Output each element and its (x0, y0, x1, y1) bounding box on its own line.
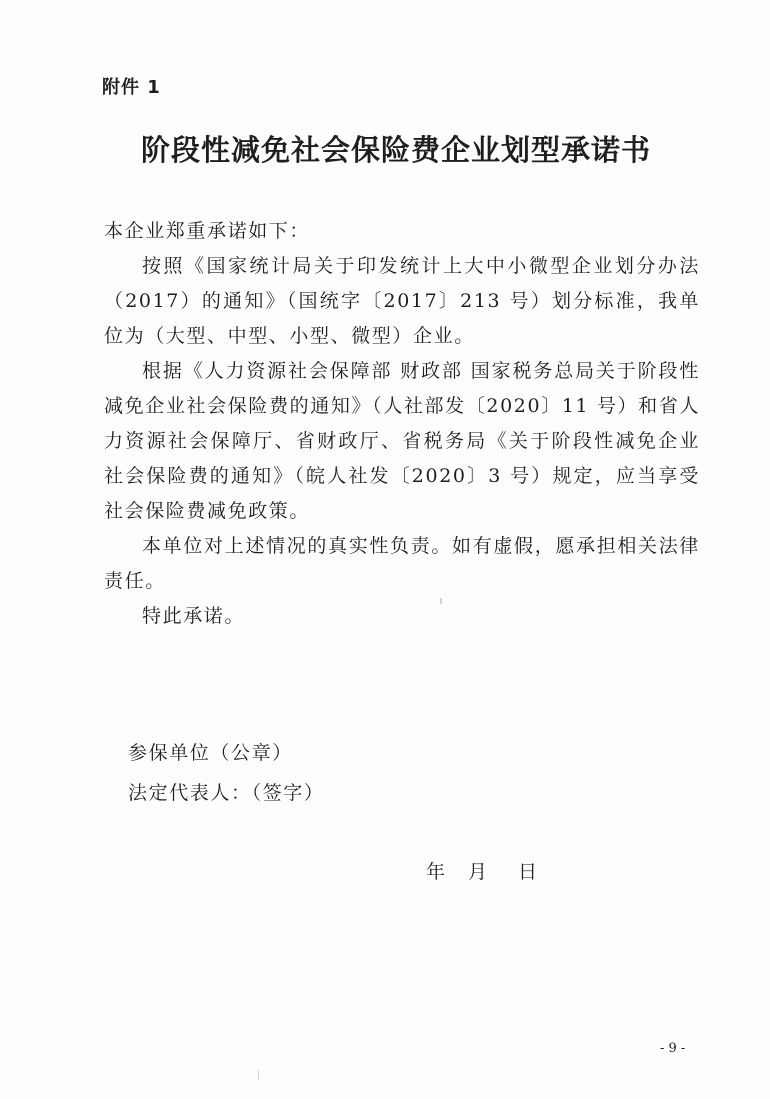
paragraph-classification: 按照《国家统计局关于印发统计上大中小微型企业划分办法（2017）的通知》（国统字〔2017〕213 号）划分标准，我单位为（大型、中型、小型、微型）企业。 (104, 255, 700, 347)
document-title: 阶段性减免社会保险费企业划型承诺书 (140, 133, 651, 167)
date-year: 年 (426, 861, 446, 883)
paragraph-basis: 根据《人力资源社会保障部 财政部 国家税务总局关于阶段性减免企业社会保险费的通知》（人社部发〔2020〕11 号）和省人力资源社会保障厅、省财政厅、省税务局《关于阶段性减免企业社会保险费的通知》（皖人社发〔2020〕3 号）规定，应当享受社会保险费减免政策。 (104, 360, 700, 522)
page-number: - 9 - (660, 1041, 686, 1056)
legal-representative-label: 法定代表人：（签字） (128, 782, 325, 804)
paragraph-responsibility: 本单位对上述情况的真实性负责。如有虚假，愿承担相关法律责任。 (104, 535, 700, 592)
date-month: 月 (468, 861, 488, 883)
date-line (426, 856, 537, 888)
date-day: 日 (518, 861, 538, 883)
paragraph-closing: 特此承诺。 (142, 605, 246, 627)
paragraph-opening: 本企业郑重承诺如下： (104, 220, 311, 242)
document-body (104, 214, 700, 634)
signature-block (128, 733, 325, 813)
unit-seal-label: 参保单位（公章） (128, 742, 293, 764)
scan-speck (440, 598, 442, 604)
scan-speck (258, 1070, 259, 1080)
annex-label: 附件 1 (102, 77, 161, 98)
